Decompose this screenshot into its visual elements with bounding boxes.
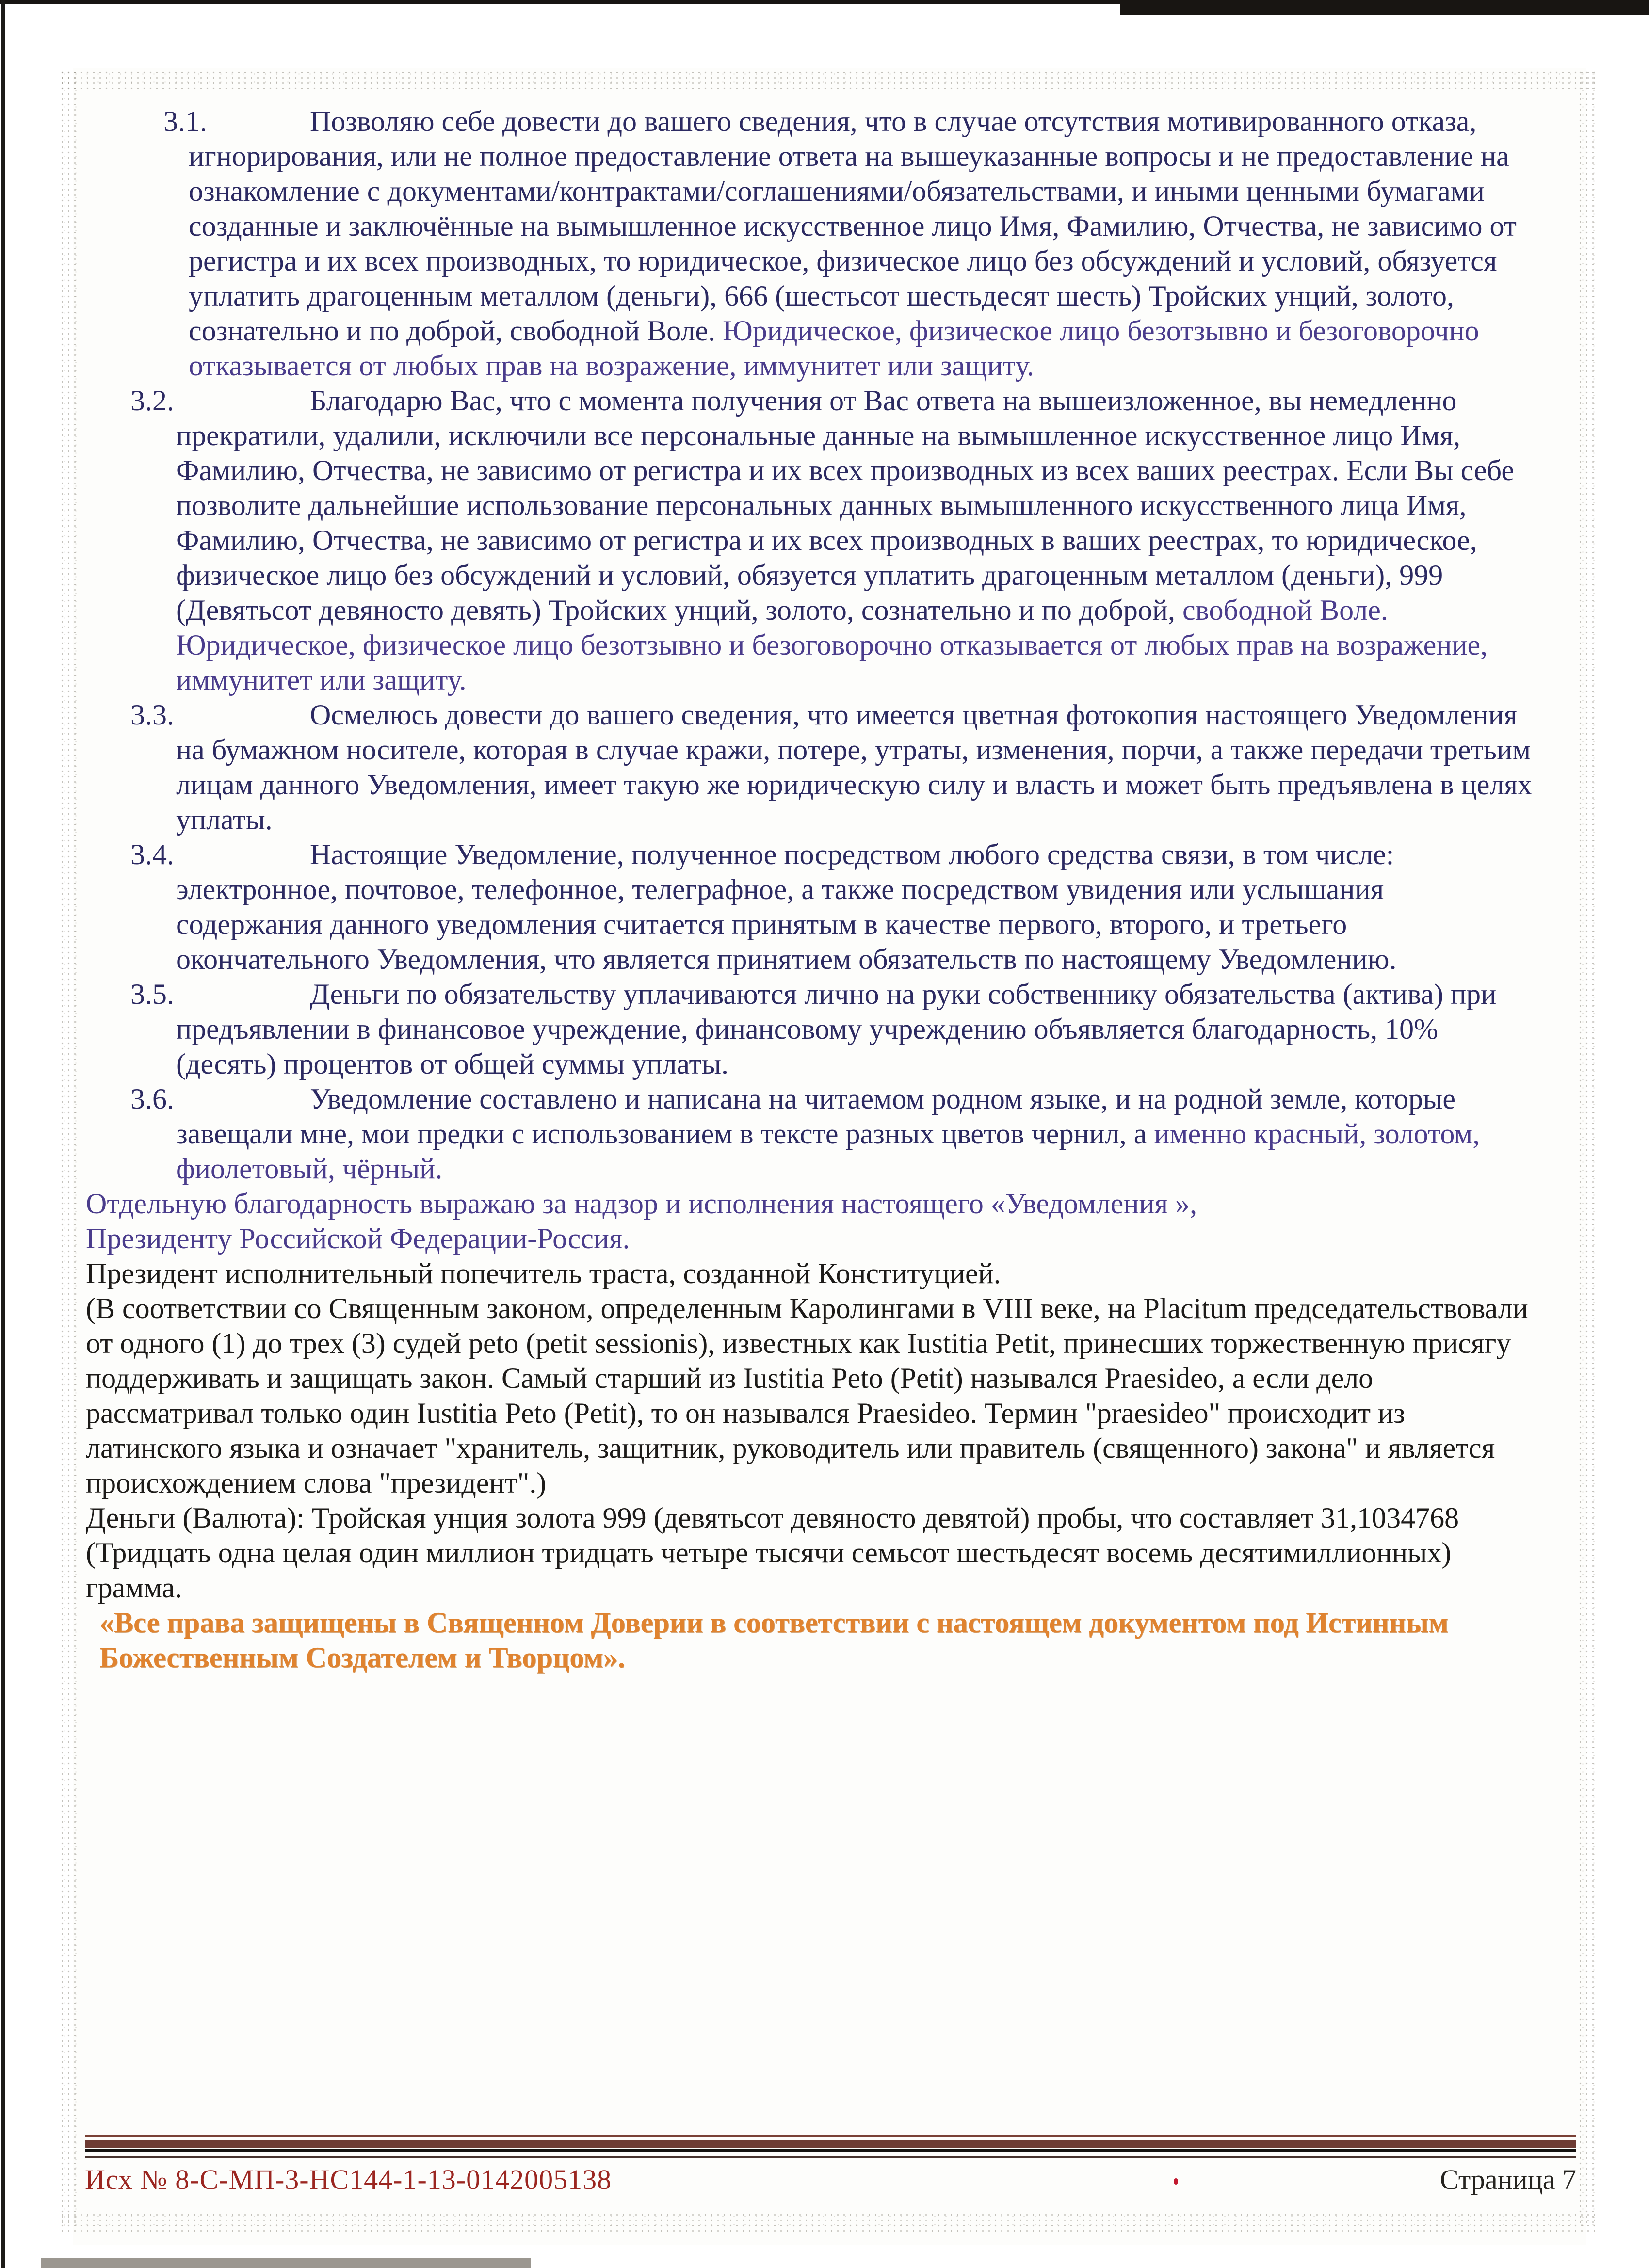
page-border-speckle-left bbox=[59, 70, 79, 2226]
clause-item-3-4 bbox=[86, 837, 1533, 977]
clause-number: 3.6. bbox=[130, 1083, 174, 1115]
footer-page-number: Страница 7 bbox=[1439, 2164, 1576, 2195]
footer-divider-bar bbox=[85, 2140, 1576, 2148]
clause-text: Уведомление составлено и написана на читаемом родном языке, и на родной земле, которые завещали мне, мои предки с использованием в тексте разных цветов чернил, а именно красный, золотом, фиолетовый, чёрный. bbox=[176, 1083, 1480, 1185]
placitum-paragraph: (В соответствии со Священным законом, определенным Каролингами в VIII веке, на Placitum председательствовали от одного (1) до трех (3) судей peto (petit sessionis), известных как Iustitia Petit, принесших торжественную присягу поддерживать и защищать закон. Самый старший из Iustitia Peto (Petit) назывался Praesideo, а если дело рассматривал только один Iustitia Peto (Petit), то он назывался Praesideo. Термин "praesideo" происходит из латинского языка и означает "хранитель, защитник, руководитель или правитель (священного) закона" и является происхождением слова "президент".) bbox=[86, 1292, 1528, 1499]
footer-reference-number: Исх № 8-С-МП-3-НС144-1-13-0142005138 bbox=[85, 2164, 612, 2195]
clause-number: 3.4. bbox=[130, 838, 174, 870]
clause-item-3-6 bbox=[86, 1081, 1533, 1186]
clause-text: Позволяю себе довести до вашего сведения, что в случае отсутствия мотивированного отказа, игнорирования, или не полное предоставление ответа на вышеуказанные вопросы и не предоставление на ознакомление с документами/контрактами/соглашениями/обязательствами, и иными ценными бумагами созданные и заключённые на вымышленное искусственное лицо Имя, Фамилию, Отчества, не зависимо от регистра и их всех производных, то юридическое, физическое лицо без обсуждений и условий, обязуется уплатить драгоценным металлом (деньги), 666 (шестьсот шестьдесят шесть) Тройских унций, золото, сознательно и по доброй, свободной Воле. Юридическое, физическое лицо безотзывно и безоговорочно отказывается от любых прав на возражение, иммунитет или защиту. bbox=[189, 105, 1517, 382]
footer-divider-thin bbox=[85, 2135, 1576, 2137]
clause-number: 3.3. bbox=[130, 699, 174, 731]
footer-divider-lower-line bbox=[85, 2156, 1576, 2158]
red-ink-dot bbox=[1174, 2178, 1178, 2185]
clause-item-3-1 bbox=[86, 104, 1533, 383]
clause-text: Благодарю Вас, что с момента получения от Вас ответа на вышеизложенное, вы немедленно прекратили, удалили, исключили все персональные данные на вымышленное искусственное лицо Имя, Фамилию, Отчества, не зависимо от регистра и их всех производных из всех ваших реестрах. Если Вы себе позволите дальнейшие использование персональных данных вымышленного искусственного лица Имя, Фамилию, Отчества, не зависимо от регистра и их всех производных в ваших реестрах, то юридическое, физическое лицо без обсуждений и условий, обязуется уплатить драгоценным металлом (деньги), 999 (Девятьсот девяносто девять) Тройских унций, золото, сознательно и по доброй, свободной Воле. Юридическое, физическое лицо безотзывно и безоговорочно отказывается от любых прав на возражение, иммунитет или защиту. bbox=[176, 385, 1515, 696]
document-page bbox=[73, 68, 1586, 2245]
clause-number: 3.5. bbox=[130, 978, 174, 1010]
scan-edge-left bbox=[1, 0, 5, 2268]
clause-item-3-2 bbox=[86, 383, 1533, 697]
clause-number: 3.1. bbox=[163, 105, 207, 137]
footer-divider-black-line bbox=[85, 2149, 1576, 2152]
trustee-line: Президент исполнительный попечитель траста, созданной Конституцией. bbox=[86, 1257, 1001, 1289]
clause-item-3-3 bbox=[86, 697, 1533, 837]
page-border-speckle-bottom bbox=[59, 2212, 1595, 2232]
scan-edge-bottom-shadow bbox=[41, 2258, 531, 2268]
money-definition-paragraph: Деньги (Валюта): Тройская унция золота 999 (девятьсот девяносто девятой) пробы, что составляет 31,1034768 (Тридцать одна целая один миллион тридцать четыре тысячи семьсот шестьдесят восемь десятимиллионных) грамма. bbox=[86, 1502, 1459, 1604]
page-footer bbox=[85, 2135, 1576, 2196]
page-border-speckle-right bbox=[1577, 70, 1597, 2226]
president-line: Президенту Российской Федерации-Россия. bbox=[86, 1222, 630, 1255]
clause-item-3-5 bbox=[86, 977, 1533, 1081]
clause-text: Осмелюсь довести до вашего сведения, что имеется цветная фотокопия настоящего Уведомления на бумажном носителе, которая в случае кражи, потере, утраты, изменения, порчи, а также передачи третьим лицам данного Уведомления, имеет такую же юридическую силу и власть и может быть предъявлена в целях уплаты. bbox=[176, 699, 1532, 836]
gratitude-paragraph: Отдельную благодарность выражаю за надзор и исполнения настоящего «Уведомления », bbox=[86, 1188, 1197, 1220]
clause-text: Настоящие Уведомление, полученное посредством любого средства связи, в том числе: электронное, почтовое, телефонное, телеграфное, а также посредством увидения или услышания содержания данного уведомления считается принятым в качестве первого, второго, и третьего окончательного Уведомления, что является принятием обязательств по настоящему Уведомлению. bbox=[176, 838, 1397, 975]
clause-number: 3.2. bbox=[130, 385, 174, 417]
clause-text: Деньги по обязательству уплачиваются лично на руки собственнику обязательства (актива) при предъявлении в финансовое учреждение, финансовому учреждению объявляется благодарность, 10% (десять) процентов от общей суммы уплаты. bbox=[176, 978, 1497, 1080]
scan-edge-top-right bbox=[1120, 0, 1649, 15]
rights-reserved-statement: «Все права защищены в Священном Доверии в соответствии с настоящем документом под Истинным Божественным Создателем и Творцом». bbox=[99, 1607, 1449, 1673]
clause-list bbox=[86, 104, 1533, 1186]
footer-row bbox=[85, 2164, 1576, 2196]
page-content bbox=[86, 68, 1533, 1675]
